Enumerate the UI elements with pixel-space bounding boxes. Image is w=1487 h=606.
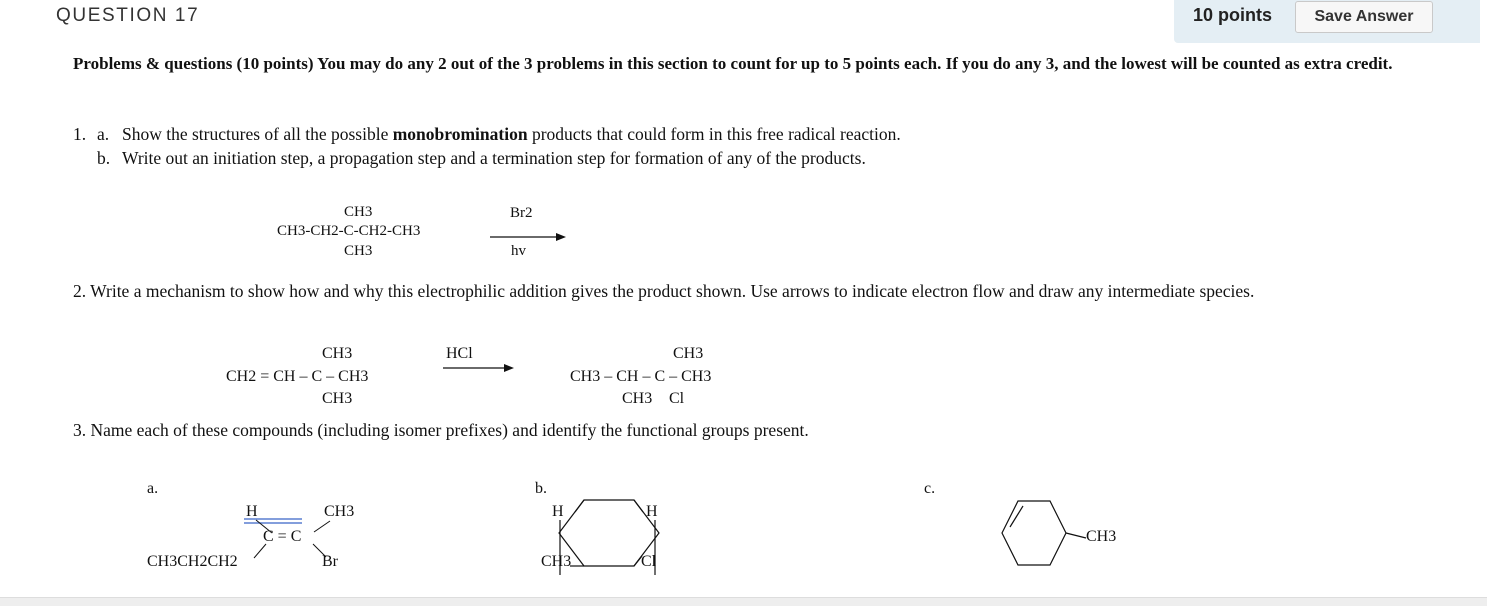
p2-reactant-main: CH2 = CH – C – CH3: [226, 368, 369, 385]
p3c-label: c.: [924, 480, 936, 497]
problem1-a-pre: Show the structures of all the possible: [122, 124, 389, 144]
p2-product-ch3-bottom: CH3: [622, 390, 653, 407]
p3b-h-right: H: [646, 503, 658, 520]
intro-text: Problems & questions (10 points) You may do any 2 out of the 3 problems in this section to count for up to 5 points each. If you do any 3, and the lowest will be counted as extra credit.: [73, 54, 1393, 73]
p3a-ch3: CH3: [324, 503, 355, 520]
problem1-b-text: Write out an initiation step, a propagation step and a termination step for formation of any of the products.: [122, 148, 866, 168]
p2-reactant-ch3-top: CH3: [322, 345, 353, 362]
p3b-label: b.: [535, 480, 547, 497]
problem1-b-label: b.: [97, 148, 111, 168]
problem3-text: 3. Name each of these compounds (including isomer prefixes) and identify the functional groups present.: [73, 420, 809, 440]
p3b-cl: Cl: [641, 553, 657, 570]
p2-product-ch3-top: CH3: [673, 345, 704, 362]
p3b-ch3: CH3: [541, 553, 572, 570]
problem2-text: 2. Write a mechanism to show how and why this electrophilic addition gives the product shown. Use arrows to indicate electron flow and draw any intermediate species.: [73, 281, 1255, 301]
p1-main-chain: CH3-CH2-C-CH2-CH3: [277, 223, 421, 239]
save-answer-button[interactable]: Save Answer: [1295, 1, 1433, 33]
p3a-center: C = C: [263, 528, 302, 545]
problem1-a-post: products that could form in this free radical reaction.: [531, 124, 901, 144]
p1-ch3-bottom: CH3: [344, 243, 373, 259]
points-label: 10 points: [1193, 5, 1273, 25]
p3c-ring: [1002, 501, 1086, 565]
p3a-br: Br: [322, 553, 338, 570]
p3a-bonds: [244, 519, 330, 558]
problem1-a-bold: monobromination: [392, 124, 528, 144]
problem1-a-label: a.: [97, 124, 110, 144]
p3b-ring: [559, 500, 659, 575]
p2-product-main: CH3 – CH – C – CH3: [570, 368, 712, 385]
question-title: QUESTION 17: [56, 5, 200, 26]
p1-reagent: Br2: [510, 205, 533, 221]
p2-reagent: HCl: [446, 345, 473, 362]
p2-reactant-ch3-bottom: CH3: [322, 390, 353, 407]
p1-ch3-top: CH3: [344, 204, 373, 220]
p1-condition: hv: [511, 243, 526, 259]
p1-reaction-arrow: [490, 233, 566, 241]
p3c-ch3: CH3: [1086, 528, 1117, 545]
p3a-h: H: [246, 503, 258, 520]
p3a-label: a.: [147, 480, 159, 497]
p3a-left: CH3CH2CH2: [147, 553, 238, 570]
p2-product-cl: Cl: [669, 390, 685, 407]
p2-reaction-arrow: [443, 364, 514, 372]
p3b-h-left: H: [552, 503, 564, 520]
problem1-number: 1.: [73, 124, 87, 144]
